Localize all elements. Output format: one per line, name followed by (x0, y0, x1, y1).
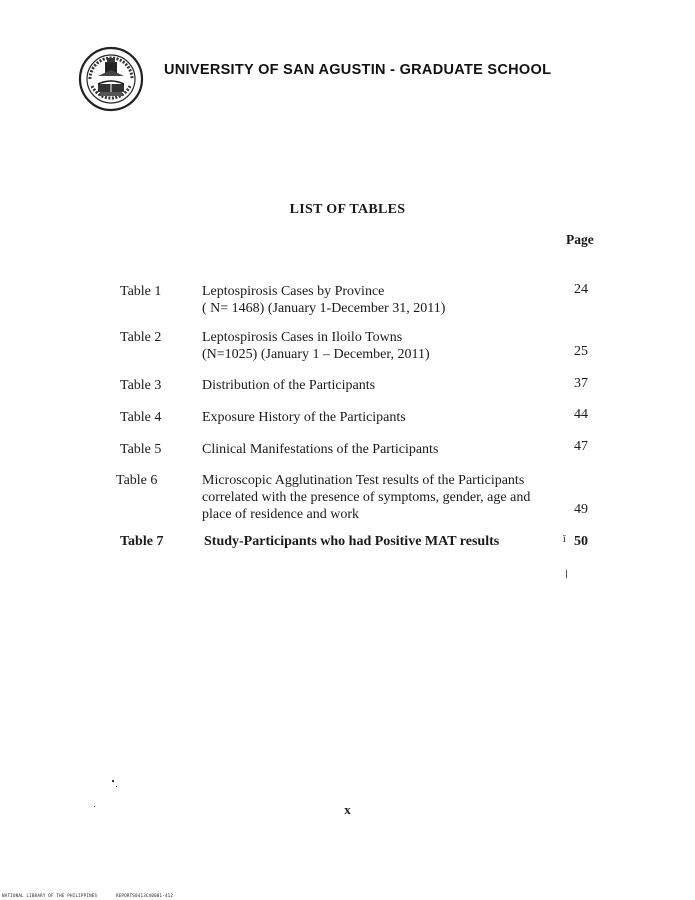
table-description (202, 283, 562, 317)
description-line: place of residence and work (202, 507, 360, 522)
description-line: Microscopic Agglutination Test results of the Participants (202, 473, 525, 488)
page-number: 24 (574, 282, 588, 297)
page-number: 47 (574, 439, 588, 454)
table-label: Table 4 (120, 410, 162, 425)
table-description (204, 533, 564, 550)
table-description (202, 472, 562, 523)
description-line: (N=1025) (January 1 – December, 2011) (202, 347, 430, 362)
description-line: Exposure History of the Participants (202, 410, 406, 425)
description-line: Distribution of the Participants (202, 378, 376, 393)
footer-library: NATIONAL LIBRARY OF THE PHILIPPINES (2, 893, 98, 898)
page-column-header: Page (566, 232, 594, 247)
page-number: 49 (574, 502, 588, 517)
description-line: Leptospirosis Cases by Province (202, 284, 385, 299)
scan-artifact (112, 780, 114, 782)
scan-footer (2, 893, 189, 898)
footer-code: REPORTS0413C40001-412 (115, 893, 174, 898)
page-number: 44 (574, 407, 588, 422)
scan-artifact (566, 570, 567, 578)
table-label: Table 7 (120, 534, 164, 549)
description-line: ( N= 1468) (January 1-December 31, 2011) (202, 301, 446, 316)
table-label: Table 6 (116, 473, 158, 488)
table-description (202, 329, 562, 363)
table-label: Table 3 (120, 378, 162, 393)
table-description (202, 409, 562, 426)
table-description (202, 377, 562, 394)
page-title: LIST OF TABLES (289, 202, 406, 217)
folio-page-number: x (344, 802, 351, 817)
description-line: Clinical Manifestations of the Participants (202, 442, 439, 457)
page-number: 50 (574, 534, 588, 549)
university-seal-logo (78, 46, 144, 112)
page-number: 25 (574, 344, 588, 359)
university-name: UNIVERSITY OF SAN AGUSTIN - GRADUATE SCHOOL (164, 62, 552, 78)
description-line: correlated with the presence of symptoms, gender, age and (202, 490, 531, 505)
scan-artifact: ǐ (563, 534, 566, 545)
description-line: Leptospirosis Cases in Iloilo Towns (202, 330, 403, 345)
page-number: 37 (574, 376, 588, 391)
table-description (202, 441, 562, 458)
table-label: Table 5 (120, 442, 162, 457)
table-label: Table 1 (120, 284, 162, 299)
description-line: Study-Participants who had Positive MAT results (204, 534, 500, 549)
letterhead (78, 42, 678, 112)
table-label: Table 2 (120, 330, 162, 345)
scan-artifact (116, 786, 117, 787)
